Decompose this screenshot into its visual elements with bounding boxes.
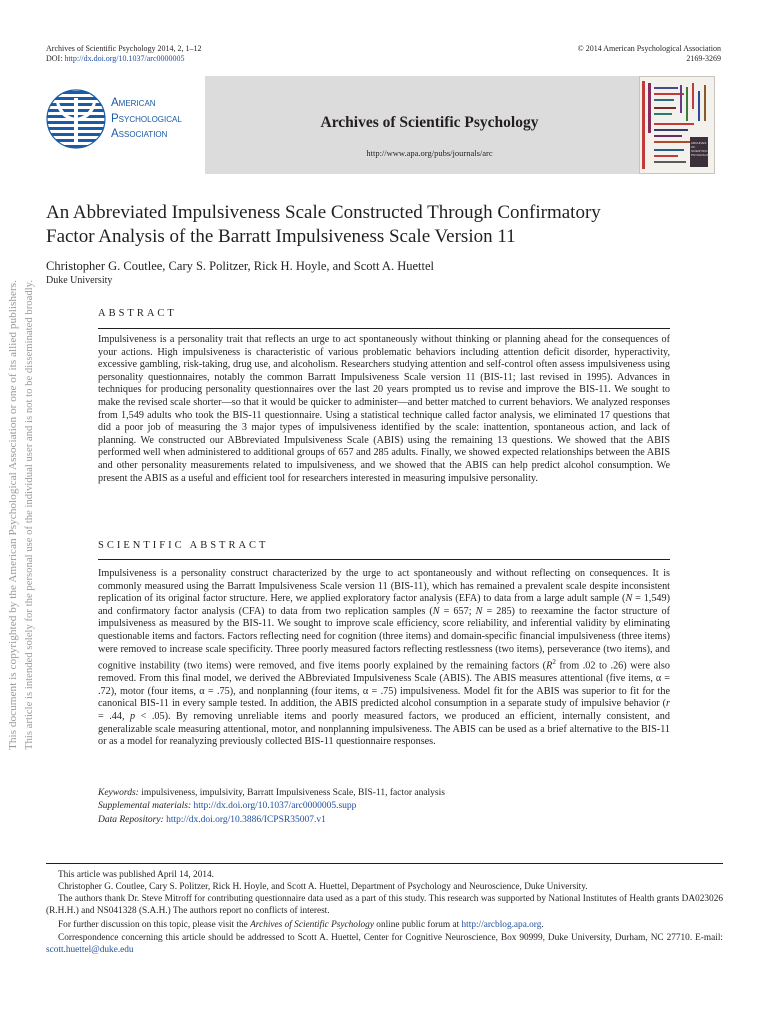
doi-link[interactable]: http://dx.doi.org/10.1037/arc0000005: [64, 54, 185, 63]
side-notice-line1: This document is copyrighted by the American Psychological Association or one of its allied publishers.: [8, 320, 19, 750]
journal-title: Archives of Scientific Psychology: [320, 114, 539, 131]
keywords-line: Keywords: impulsiveness, impulsivity, Barratt Impulsiveness Scale, BIS-11, factor analysis: [98, 788, 445, 798]
copyright-block: [578, 44, 721, 64]
apa-logo: [45, 86, 220, 156]
keywords-value: impulsiveness, impulsivity, Barratt Impulsiveness Scale, BIS-11, factor analysis: [138, 788, 445, 798]
data-repository-line: Data Repository: http://dx.doi.org/10.3886/ICPSR35007.v1: [98, 815, 326, 825]
footnote-published: This article was published April 14, 2014.: [58, 870, 214, 880]
supplemental-link[interactable]: http://dx.doi.org/10.1037/arc0000005.supp: [193, 801, 357, 811]
author-list: Christopher G. Coutlee, Cary S. Politzer, Rick H. Hoyle, and Scott A. Huettel: [46, 259, 434, 273]
journal-banner: [45, 76, 723, 174]
forum-link[interactable]: http://arcblog.apa.org: [461, 920, 542, 930]
journal-cover-thumbnail: [639, 76, 715, 174]
scientific-abstract-divider: [98, 559, 670, 560]
running-header: [46, 44, 202, 64]
side-notice-line2: This article is intended solely for the personal use of the individual user and is not to be disseminated broadly.: [24, 297, 35, 750]
abstract-text: Impulsiveness is a personality trait that reflects an urge to act spontaneously without thinking or planning ahead for the consequences of your actions. High impulsiveness is characteristic of various problematic behaviors including attention deficit disorder, hyperactivity, excessive gambling, risk-taking, drug use, and alcoholism. Researchers studying attention and self-control often assess impulsiveness using personality questionnaires, notably the common Barratt Impulsiveness Scale version 11 (BIS-11; last revised in 1995). Advances in techniques for producing personality questionnaires over the last 20 years prompted us to revise and improve the BIS-11. We sought to make the revised scale shorter—so that it would be quicker to administer—and better matched to current behaviors. We analyzed responses from 1,549 adults who took the BIS-11 questionnaire. Using a statistical technique called factor analysis, we eliminated 17 questions that did a poor job of measuring the 3 major types of impulsiveness identified by the scale: inattention, spontaneous action, and lack of planning. We constructed our ABbreviated Impulsiveness Scale (ABIS) using the remaining 13 questions. We showed that the ABIS performed well when administered to additional groups of 657 and 285 adults. Finally, we showed expected relationships between the ABIS and other personality measurements related to impulsiveness, and we showed that the ABIS can help predict alcohol consumption. We present the ABIS as a useful and efficient tool for researchers interested in measuring impulsive personality.: [98, 334, 670, 484]
cover-title: ARCHIVES OF SCIENTIFIC PSYCHOLOGY: [691, 141, 713, 157]
banner-panel: [205, 76, 654, 174]
apa-globe-icon: [45, 88, 107, 150]
issn: 2169-3269: [686, 54, 721, 63]
data-repository-link[interactable]: http://dx.doi.org/10.3886/ICPSR35007.v1: [166, 815, 326, 825]
footnote-correspondence: Correspondence concerning this article should be addressed to Scott A. Huettel, Center for Cognitive Neuroscience, Box 90999, Duke University, Durham, NC 27710. E-mail: scott.huettel@duke.edu: [46, 933, 723, 955]
side-notice-svg: [2, 270, 48, 750]
supplemental-line: Supplemental materials: http://dx.doi.org/10.1037/arc0000005.supp: [98, 801, 357, 811]
footnote-affiliations: Christopher G. Coutlee, Cary S. Politzer, Rick H. Hoyle, and Scott A. Huettel, Department of Psychology and Neuroscience, Duke University.: [58, 882, 588, 892]
doi-line: DOI: http://dx.doi.org/10.1037/arc0000005: [46, 54, 185, 63]
apa-wordmark: American Psychological Association: [111, 97, 182, 140]
scientific-abstract-text: Impulsiveness is a personality construct characterized by the urge to act spontaneously and without reflecting on consequences. It is commonly measured using the Barratt Impulsiveness Scale version 11 (BIS-11), which has remained a prevalent scale despite inconsistent replication of its original factor structure. Here, we applied exploratory factor analysis (EFA) to data from a large adult sample (N = 1,549) and confirmatory factor analysis (CFA) to data from two replication samples (N = 657; N = 285) to reexamine the factor structure of impulsiveness as measured by the BIS-11. We sought to improve scale efficiency, score reliability, and inferential validity by eliminating questionable items and factors. Factors reflecting need for cognition (three items) and domain-specific financial impulsiveness (three items) were removed to increase scale specificity. Three poorly measured factors reflecting restlessness (two items), perseverance (two items), and cognitive instability (two items) were removed, and five items poorly explained by the remaining factors ($R^2$ from .02 to .26) were also removed. From this final model, we derived the ABbreviated Impulsiveness Scale (ABIS). The ABIS measures attentional (five items, α = .72), motor (four items, α = .75), and nonplanning (four items, α = .75) impulsiveness. Model fit for the ABIS was superior to fit for the canonical BIS-11 in every sample tested. In addition, the ABIS predicted alcohol consumption in a separate study of impulsive behavior (r = .44, p < .05). By removing unreliable items and poorly measured factors, we produced an efficient, internally consistent, and generalizable scale measuring attentional, motor, and nonplanning impulsiveness. The ABIS can be used as a brief alternative to the BIS-11 or as a model for reanalyzing previously collected BIS-11 questionnaire responses.: [98, 568, 671, 748]
footnote-acknowledgments: The authors thank Dr. Steve Mitroff for contributing questionnaire data used as a part of this study. This research was supported by National Institutes of Health grants DA023026 (R.H.H.) and NS041328 (S.A.H.) The authors report no conflicts of interest.: [46, 894, 723, 916]
copyright-side-notice: [2, 270, 48, 750]
citation: Archives of Scientific Psychology 2014, 2, 1–12: [46, 44, 202, 53]
footnote-divider: [46, 863, 723, 864]
scientific-abstract-heading: SCIENTIFIC ABSTRACT: [98, 540, 269, 551]
cover-word-cloud-icon: [640, 77, 715, 174]
journal-url: http://www.apa.org/pubs/journals/arc: [366, 148, 493, 158]
article-title: An Abbreviated Impulsiveness Scale Constructed Through Confirmatory Factor Analysis of the Barratt Impulsiveness Scale Version 11: [46, 202, 601, 247]
abstract-heading: ABSTRACT: [98, 308, 177, 319]
affiliation: Duke University: [46, 275, 113, 286]
footnote-forum: For further discussion on this topic, please visit the Archives of Scientific Psychology online public forum at http://arcblog.apa.org.: [58, 920, 544, 930]
email-link[interactable]: scott.huettel@duke.edu: [46, 944, 134, 955]
abstract-divider: [98, 328, 670, 329]
copyright: © 2014 American Psychological Association: [577, 44, 721, 53]
